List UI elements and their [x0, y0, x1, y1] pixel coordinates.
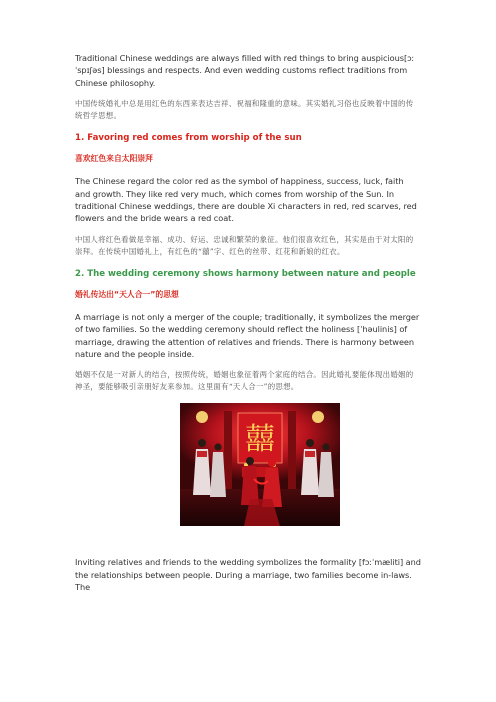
- section1-paragraph-cn: 中国人将红色看做是幸福、成功、好运、忠诚和繁荣的象征。他们很喜欢红色，其实是由于对太阳的崇拜。在传统中国婚礼上，有红色的“囍”字、红色的丝带、红花和新娘的红衣。: [75, 234, 414, 256]
- double-happiness-glyph: 囍: [245, 422, 275, 458]
- section2-paragraph-cn: 婚姻不仅是一对新人的结合，按照传统，婚姻也象征着两个家庭的结合。因此婚礼要能体现出婚姻的神圣，要能够吸引亲朋好友来参加。这里面有“天人合一”的思想。: [75, 370, 414, 392]
- section1-paragraph-en: The Chinese regard the color red as the symbol of happiness, success, luck, faith and growth. They like red very much, which comes from worship of the Sun. In traditional Chinese weddings, there are double Xi characters in red, red scarves, red flowers and the bride wears a red coat.: [75, 176, 417, 224]
- section1-heading-en: 1. Favoring red comes from worship of the sun: [75, 133, 302, 144]
- section1-heading-cn: 喜欢红色来自太阳崇拜: [75, 154, 153, 164]
- lantern-right-icon: [312, 411, 324, 423]
- section3-paragraph-en: Inviting relatives and friends to the wedding symbolizes the formality [fɔːˈmæliti] and the relationships between people. During a marriage, two families become in-laws. The: [75, 557, 421, 593]
- section2-heading-cn: 婚礼传达出“天人合一”的思想: [75, 289, 179, 299]
- wedding-ceremony-photo: [180, 403, 340, 526]
- intro-paragraph-en: Traditional Chinese weddings are always filled with red things to bring auspicious[ɔːˈspɪʃəs] blessings and respects. And even wedding customs reflect traditions from Chinese philosophy.: [75, 53, 415, 88]
- intro-paragraph-cn: 中国传统婚礼中总是用红色的东西来表达吉祥、祝福和隆重的意味。其实婚礼习俗也反映着中国的传统哲学思想。: [75, 99, 414, 121]
- section2-paragraph-en: A marriage is not only a merger of the couple; traditionally, it symbolizes the merger of two families. So the wedding ceremony should reflect the holiness [ˈhəulinis] of marriage, drawing the attention of relatives and friends. There is harmony between nature and the people inside.: [75, 311, 420, 360]
- lantern-left-icon: [196, 411, 208, 423]
- section2-heading-en: 2. The wedding ceremony shows harmony between nature and people: [75, 268, 416, 279]
- document-page: [75, 52, 421, 603]
